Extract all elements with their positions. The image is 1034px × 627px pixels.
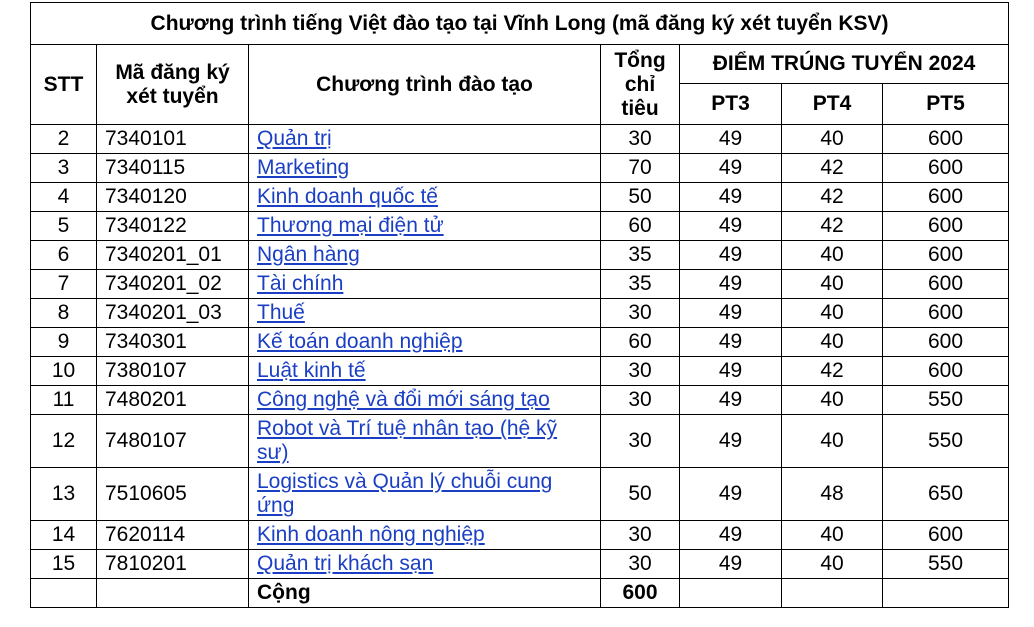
table-row bbox=[31, 328, 1009, 357]
program-link[interactable]: Robot và Trí tuệ nhân tạo (hệ kỹ sư) bbox=[257, 417, 558, 464]
cell-pt3: 49 bbox=[680, 154, 782, 183]
program-link[interactable]: Luật kinh tế bbox=[257, 359, 366, 382]
cell-pt3: 49 bbox=[680, 183, 782, 212]
cell-program bbox=[249, 328, 601, 357]
cell-pt3: 49 bbox=[680, 386, 782, 415]
cell-ma: 7340301 bbox=[97, 328, 249, 357]
cell-pt5: 600 bbox=[883, 328, 1009, 357]
table-row bbox=[31, 125, 1009, 154]
cell-pt3: 49 bbox=[680, 415, 782, 468]
cell-pt4: 40 bbox=[782, 415, 883, 468]
cell-empty bbox=[680, 579, 782, 608]
cell-stt: 5 bbox=[31, 212, 97, 241]
cell-program bbox=[249, 415, 601, 468]
program-link[interactable]: Kinh doanh nông nghiệp bbox=[257, 523, 485, 546]
cell-tong: 30 bbox=[601, 415, 680, 468]
admission-table-container bbox=[30, 2, 1008, 608]
table-row bbox=[31, 299, 1009, 328]
cell-pt5: 550 bbox=[883, 386, 1009, 415]
cell-ma: 7340201_02 bbox=[97, 270, 249, 299]
cell-pt5: 600 bbox=[883, 212, 1009, 241]
cell-pt5: 600 bbox=[883, 299, 1009, 328]
program-link[interactable]: Kinh doanh quốc tế bbox=[257, 185, 438, 208]
table-row bbox=[31, 415, 1009, 468]
cell-pt3: 49 bbox=[680, 468, 782, 521]
cell-ma: 7480107 bbox=[97, 415, 249, 468]
cell-tong: 50 bbox=[601, 468, 680, 521]
cell-pt4: 48 bbox=[782, 468, 883, 521]
cell-pt4: 40 bbox=[782, 270, 883, 299]
header-stt: STT bbox=[31, 45, 97, 125]
cell-tong: 35 bbox=[601, 270, 680, 299]
cell-program bbox=[249, 212, 601, 241]
cell-program bbox=[249, 241, 601, 270]
cell-empty bbox=[31, 579, 97, 608]
cell-pt5: 600 bbox=[883, 154, 1009, 183]
cell-stt: 8 bbox=[31, 299, 97, 328]
program-link[interactable]: Quản trị bbox=[257, 127, 332, 150]
cell-ma: 7510605 bbox=[97, 468, 249, 521]
cell-program bbox=[249, 357, 601, 386]
table-row bbox=[31, 357, 1009, 386]
cell-stt: 13 bbox=[31, 468, 97, 521]
table-row bbox=[31, 386, 1009, 415]
cell-tong: 70 bbox=[601, 154, 680, 183]
total-row bbox=[31, 579, 1009, 608]
cell-program bbox=[249, 125, 601, 154]
total-label: Cộng bbox=[249, 579, 601, 608]
program-link[interactable]: Ngân hàng bbox=[257, 243, 360, 266]
cell-ma: 7340120 bbox=[97, 183, 249, 212]
cell-stt: 6 bbox=[31, 241, 97, 270]
cell-stt: 14 bbox=[31, 521, 97, 550]
cell-pt4: 40 bbox=[782, 521, 883, 550]
program-link[interactable]: Tài chính bbox=[257, 272, 344, 295]
header-pt5: PT5 bbox=[883, 84, 1009, 125]
cell-stt: 15 bbox=[31, 550, 97, 579]
cell-tong: 60 bbox=[601, 328, 680, 357]
cell-tong: 60 bbox=[601, 212, 680, 241]
admission-table bbox=[30, 2, 1009, 608]
table-row bbox=[31, 521, 1009, 550]
program-link[interactable]: Thuế bbox=[257, 301, 305, 324]
cell-pt4: 42 bbox=[782, 183, 883, 212]
cell-stt: 9 bbox=[31, 328, 97, 357]
cell-pt3: 49 bbox=[680, 270, 782, 299]
cell-pt3: 49 bbox=[680, 550, 782, 579]
cell-pt5: 550 bbox=[883, 550, 1009, 579]
cell-ma: 7340122 bbox=[97, 212, 249, 241]
cell-pt4: 40 bbox=[782, 328, 883, 357]
cell-ma: 7620114 bbox=[97, 521, 249, 550]
cell-tong: 30 bbox=[601, 299, 680, 328]
cell-pt3: 49 bbox=[680, 241, 782, 270]
cell-stt: 3 bbox=[31, 154, 97, 183]
program-link[interactable]: Logistics và Quản lý chuỗi cung ứng bbox=[257, 470, 553, 517]
cell-pt5: 600 bbox=[883, 270, 1009, 299]
table-row bbox=[31, 468, 1009, 521]
cell-pt5: 650 bbox=[883, 468, 1009, 521]
program-link[interactable]: Kế toán doanh nghiệp bbox=[257, 330, 463, 353]
cell-empty bbox=[782, 579, 883, 608]
header-pt4: PT4 bbox=[782, 84, 883, 125]
cell-pt3: 49 bbox=[680, 357, 782, 386]
cell-stt: 12 bbox=[31, 415, 97, 468]
table-row bbox=[31, 550, 1009, 579]
header-chuong-trinh: Chương trình đào tạo bbox=[249, 45, 601, 125]
cell-tong: 35 bbox=[601, 241, 680, 270]
cell-stt: 11 bbox=[31, 386, 97, 415]
cell-pt5: 600 bbox=[883, 125, 1009, 154]
cell-pt5: 600 bbox=[883, 183, 1009, 212]
cell-tong: 30 bbox=[601, 521, 680, 550]
program-link[interactable]: Thương mại điện tử bbox=[257, 214, 444, 237]
cell-tong: 30 bbox=[601, 357, 680, 386]
cell-pt3: 49 bbox=[680, 212, 782, 241]
cell-pt4: 40 bbox=[782, 299, 883, 328]
cell-tong: 50 bbox=[601, 183, 680, 212]
cell-tong: 30 bbox=[601, 386, 680, 415]
cell-ma: 7340201_01 bbox=[97, 241, 249, 270]
program-link[interactable]: Marketing bbox=[257, 156, 350, 179]
cell-ma: 7340201_03 bbox=[97, 299, 249, 328]
cell-stt: 2 bbox=[31, 125, 97, 154]
cell-pt4: 40 bbox=[782, 241, 883, 270]
cell-pt4: 40 bbox=[782, 386, 883, 415]
cell-ma: 7340115 bbox=[97, 154, 249, 183]
cell-pt5: 600 bbox=[883, 521, 1009, 550]
cell-ma: 7380107 bbox=[97, 357, 249, 386]
cell-program bbox=[249, 468, 601, 521]
cell-pt5: 600 bbox=[883, 241, 1009, 270]
header-ma-dang-ky: Mã đăng ký xét tuyển bbox=[97, 45, 249, 125]
table-row bbox=[31, 154, 1009, 183]
cell-pt5: 550 bbox=[883, 415, 1009, 468]
header-tong-chi-tieu: Tổng chỉ tiêu bbox=[601, 45, 680, 125]
cell-ma: 7480201 bbox=[97, 386, 249, 415]
table-row bbox=[31, 212, 1009, 241]
cell-pt4: 40 bbox=[782, 550, 883, 579]
cell-tong: 30 bbox=[601, 125, 680, 154]
cell-program bbox=[249, 386, 601, 415]
cell-empty bbox=[883, 579, 1009, 608]
cell-program bbox=[249, 521, 601, 550]
cell-pt3: 49 bbox=[680, 299, 782, 328]
header-pt3: PT3 bbox=[680, 84, 782, 125]
table-row bbox=[31, 183, 1009, 212]
cell-stt: 10 bbox=[31, 357, 97, 386]
cell-program bbox=[249, 270, 601, 299]
cell-pt4: 42 bbox=[782, 154, 883, 183]
cell-pt3: 49 bbox=[680, 328, 782, 357]
cell-ma: 7340101 bbox=[97, 125, 249, 154]
cell-program bbox=[249, 299, 601, 328]
cell-pt4: 40 bbox=[782, 125, 883, 154]
cell-pt3: 49 bbox=[680, 521, 782, 550]
cell-stt: 7 bbox=[31, 270, 97, 299]
table-row bbox=[31, 270, 1009, 299]
table-row bbox=[31, 241, 1009, 270]
program-link[interactable]: Công nghệ và đổi mới sáng tạo bbox=[257, 388, 550, 411]
cell-pt3: 49 bbox=[680, 125, 782, 154]
cell-stt: 4 bbox=[31, 183, 97, 212]
cell-tong: 30 bbox=[601, 550, 680, 579]
cell-program bbox=[249, 550, 601, 579]
cell-pt4: 42 bbox=[782, 212, 883, 241]
cell-empty bbox=[97, 579, 249, 608]
header-diem-trung-tuyen: ĐIỂM TRÚNG TUYỂN 2024 bbox=[680, 45, 1009, 84]
cell-program bbox=[249, 154, 601, 183]
program-link[interactable]: Quản trị khách sạn bbox=[257, 552, 434, 575]
cell-pt4: 42 bbox=[782, 357, 883, 386]
table-title: Chương trình tiếng Việt đào tạo tại Vĩnh Long (mã đăng ký xét tuyển KSV) bbox=[31, 3, 1009, 45]
cell-pt5: 600 bbox=[883, 357, 1009, 386]
total-value: 600 bbox=[601, 579, 680, 608]
table-body bbox=[31, 125, 1009, 608]
cell-program bbox=[249, 183, 601, 212]
cell-ma: 7810201 bbox=[97, 550, 249, 579]
